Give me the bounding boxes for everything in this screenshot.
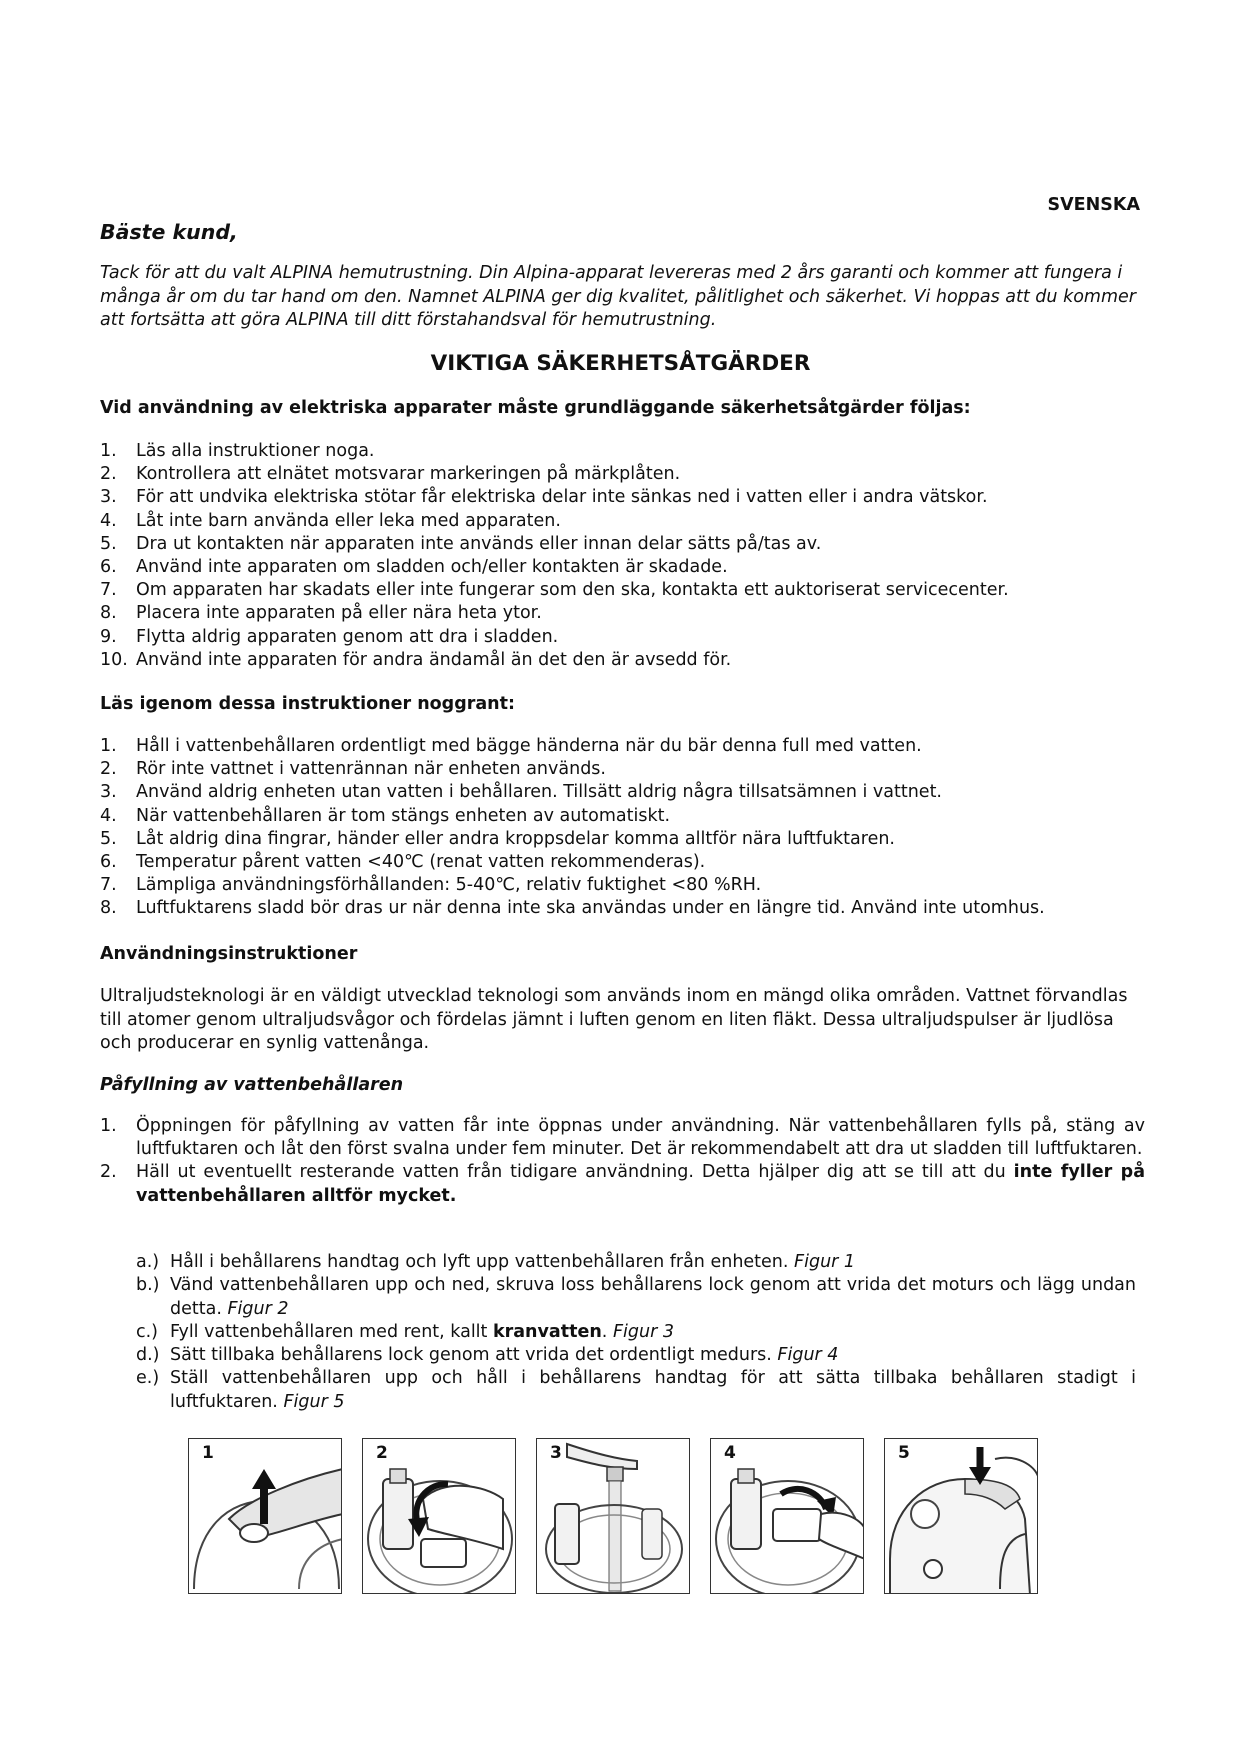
- fill-title: Påfyllning av vattenbehållaren: [100, 1075, 404, 1095]
- greeting: Bäste kund,: [100, 220, 238, 244]
- list-item: 8. Luftfuktarens sladd bör dras ur när denna inte ska användas under en längre tid. Använd inte utomhus.: [100, 898, 1045, 919]
- figure-2: [362, 1438, 516, 1594]
- step-item: c.) Fyll vattenbehållaren med rent, kallt kranvatten. Figur 3: [136, 1321, 674, 1342]
- figure-number: 4: [724, 1443, 736, 1463]
- list-item: 6. Temperatur pårent vatten <40℃ (renat vatten rekommenderas).: [100, 852, 706, 873]
- list-item: 2. Häll ut eventuellt resterande vatten från tidigare användning. Detta hjälper dig att se till att du inte fyller på vattenbehållaren alltför mycket.: [100, 1162, 1145, 1206]
- figure-1: [188, 1438, 342, 1594]
- list-item: 7. Lämpliga användningsförhållanden: 5-40℃, relativ fuktighet <80 %RH.: [100, 875, 762, 896]
- list-item: 1. Läs alla instruktioner noga.: [100, 441, 375, 461]
- list-item: 2. Kontrollera att elnätet motsvarar markeringen på märkplåten.: [100, 464, 681, 485]
- figure-number: 2: [376, 1443, 388, 1463]
- figure-number: 5: [898, 1443, 910, 1463]
- list-item: 7. Om apparaten har skadats eller inte fungerar som den ska, kontakta ett auktoriserat servicecenter.: [100, 580, 1009, 601]
- language-label: SVENSKA: [1047, 195, 1140, 215]
- figure-strip: [188, 1438, 1040, 1594]
- list-item: 1. Håll i vattenbehållaren ordentligt med bägge händerna när du bär denna full med vatten.: [100, 736, 922, 756]
- fill-steps: [136, 1251, 1136, 1414]
- list-item: 4. Låt inte barn använda eller leka med apparaten.: [100, 510, 561, 531]
- figure-4: [710, 1438, 864, 1594]
- figure-number: 1: [202, 1443, 214, 1463]
- safety-intro: Vid användning av elektriska apparater måste grundläggande säkerhetsåtgärder följas:: [100, 398, 971, 418]
- read-list: [100, 735, 1150, 921]
- list-item: 5. Dra ut kontakten när apparaten inte används eller innan delar sätts på/tas av.: [100, 533, 822, 554]
- usage-title: Användningsinstruktioner: [100, 944, 358, 964]
- list-item: 3. Använd aldrig enheten utan vatten i behållaren. Tillsätt aldrig några tillsatsämnen i vattnet.: [100, 782, 942, 803]
- list-item: 4. När vattenbehållaren är tom stängs enheten av automatiskt.: [100, 805, 671, 826]
- list-item: 6. Använd inte apparaten om sladden och/eller kontakten är skadade.: [100, 557, 728, 578]
- list-item: 2. Rör inte vattnet i vattenrännan när enheten används.: [100, 759, 606, 780]
- figure-5: [884, 1438, 1038, 1594]
- list-item: 10. Använd inte apparaten för andra ändamål än det den är avsedd för.: [100, 649, 732, 670]
- list-item: 1. Öppningen för påfyllning av vatten får inte öppnas under användning. När vattenbehållaren fylls på, stäng av luftfuktaren och låt den först svalna under fem minuter. Det är rekommendabelt att dra ut sladden till luftfuktaren.: [100, 1116, 1145, 1160]
- usage-paragraph: Ultraljudsteknologi är en väldigt utvecklad teknologi som används inom en mängd olika områden. Vattnet förvandlas till atomer genom ultraljudsvågor och fördelas jämnt i luften genom en liten fläkt. Dessa ultraljudspulser är ljudlösa och producerar en synlig vattenånga.: [100, 986, 1128, 1053]
- step-item: a.) Håll i behållarens handtag och lyft upp vattenbehållaren från enheten. Figur 1: [136, 1252, 856, 1272]
- step-item: d.) Sätt tillbaka behållarens lock genom att vrida det ordentligt medurs. Figur 4: [136, 1345, 839, 1366]
- figure-number: 3: [550, 1443, 562, 1463]
- fill-list: [100, 1115, 1145, 1208]
- list-item: 9. Flytta aldrig apparaten genom att dra i sladden.: [100, 626, 559, 647]
- safety-list: [100, 440, 1150, 672]
- figure-3: [536, 1438, 690, 1594]
- intro-paragraph: Tack för att du valt ALPINA hemutrustning. Din Alpina-apparat levereras med 2 års garanti och kommer att fungera i många år om du tar hand om den. Namnet ALPINA ger dig kvalitet, pålitlighet och säkerhet. Vi hoppas att du kommer att fortsätta att göra ALPINA till ditt förstahandsval för hemutrustning.: [100, 263, 1136, 330]
- read-title: Läs igenom dessa instruktioner noggrant:: [100, 694, 516, 714]
- step-item: b.) Vänd vattenbehållaren upp och ned, skruva loss behållarens lock genom att vrida det moturs och lägg undan detta. Figur 2: [136, 1275, 1136, 1319]
- safety-title: VIKTIGA SÄKERHETSÅTGÄRDER: [430, 351, 811, 376]
- list-item: 5. Låt aldrig dina fingrar, händer eller andra kroppsdelar komma alltför nära luftfuktaren.: [100, 828, 895, 849]
- step-item: e.) Ställ vattenbehållaren upp och håll i behållarens handtag för att sätta tillbaka behållaren stadigt i luftfuktaren. Figur 5: [136, 1368, 1136, 1412]
- list-item: 8. Placera inte apparaten på eller nära heta ytor.: [100, 603, 542, 624]
- list-item: 3. För att undvika elektriska stötar får elektriska delar inte sänkas ned i vatten eller i andra vätskor.: [100, 487, 988, 508]
